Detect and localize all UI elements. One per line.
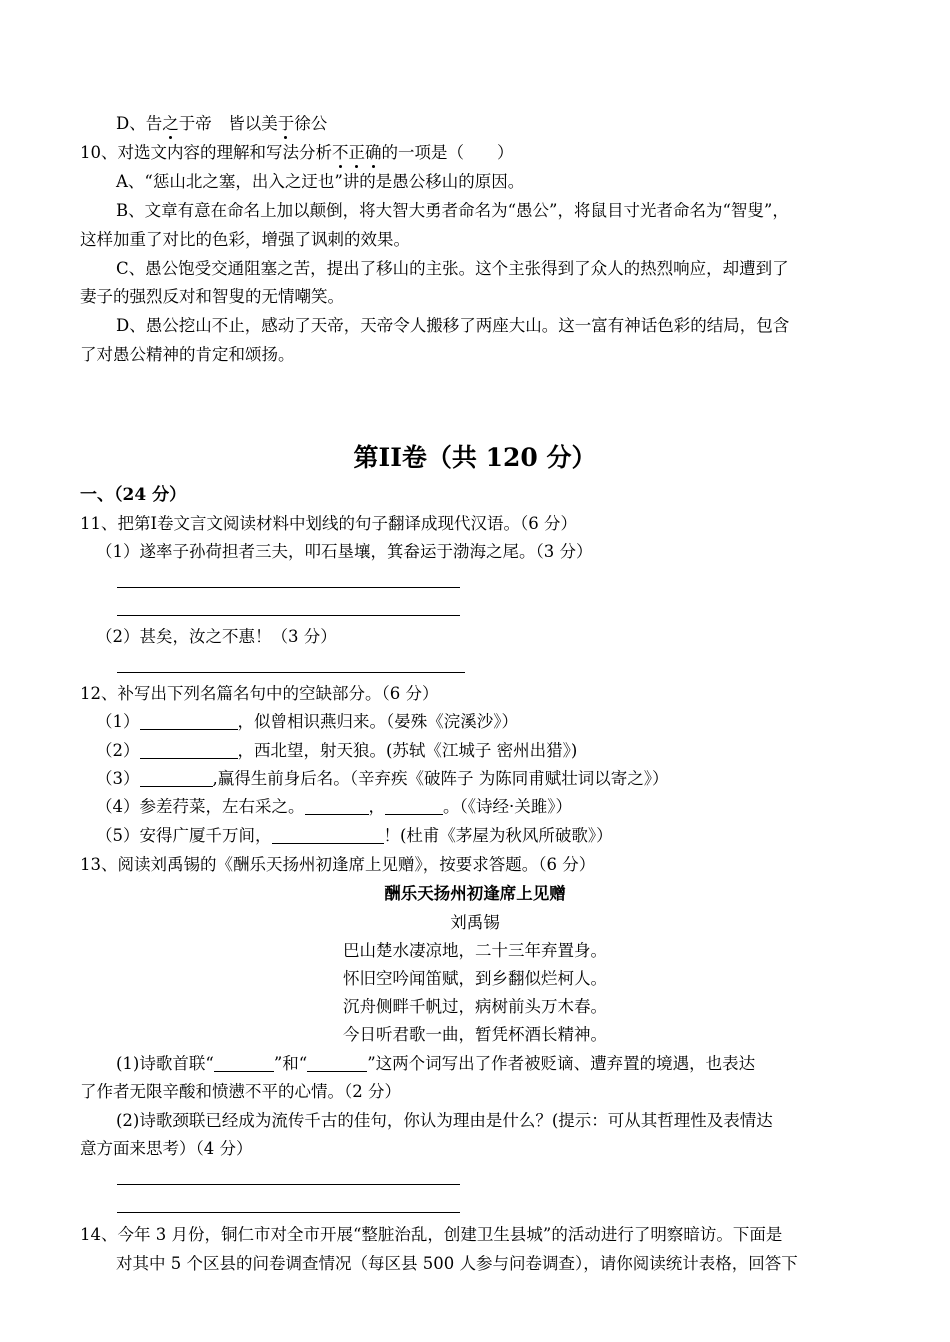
- q14-line1: 14、今年 3 月份，铜仁市对全市开展“整脏治乱，创建卫生县城”的活动进行了明察暗访。下面是: [80, 1225, 783, 1244]
- q11-part2: （2）甚矣，汝之不惠！（3 分）: [96, 627, 337, 646]
- q13-sub2-line2: 意方面来思考）（4 分）: [80, 1139, 253, 1158]
- emphasis-dot-char: 于: [277, 114, 295, 133]
- answer-line[interactable]: [117, 615, 460, 616]
- emphasis-dot-char: 确: [365, 143, 382, 162]
- q14-line2: 对其中 5 个区县的问卷调查情况（每区县 500 人参与问卷调查），请你阅读统计表格，回答下: [116, 1254, 798, 1273]
- q10-option-d-line1: D、愚公挖山不止，感动了天帝，天帝令人搬移了两座大山。这一富有神话色彩的结局，包含: [116, 316, 790, 335]
- emphasis-dot-char: 不: [332, 143, 349, 162]
- poem-title: 酬乐天扬州初逢席上见赠: [384, 884, 566, 903]
- poem-author: 刘禹锡: [450, 913, 500, 932]
- section-heading: 一、（24 分）: [80, 485, 187, 505]
- q13-stem: 13、阅读刘禹锡的《酬乐天扬州初逢席上见赠》，按要求答题。（6 分）: [80, 855, 596, 874]
- fill-blank[interactable]: [140, 740, 238, 759]
- answer-line[interactable]: [117, 1184, 460, 1185]
- fill-blank[interactable]: [214, 1053, 274, 1072]
- q11-stem: 11、把第I卷文言文阅读材料中划线的句子翻译成现代汉语。（6 分）: [80, 514, 578, 533]
- q10-option-b-line1: B、文章有意在命名上加以颠倒，将大智大勇者命名为“愚公”，将鼠目寸光者命名为“智叟”，: [116, 201, 789, 220]
- q11-part1: （1）遂率子孙荷担者三夫，叩石垦壤，箕畚运于渤海之尾。（3 分）: [96, 542, 593, 561]
- q12-stem: 12、补写出下列名篇名句中的空缺部分。（6 分）: [80, 684, 439, 703]
- fill-blank[interactable]: [307, 1053, 367, 1072]
- answer-line[interactable]: [117, 587, 460, 588]
- answer-line[interactable]: [117, 672, 465, 673]
- q13-sub2-line1: (2)诗歌颈联已经成为流传千古的佳句，你认为理由是什么？(提示：可从其哲理性及表情达: [116, 1111, 773, 1130]
- q12-item4: （4）参差荇菜，左右采之。 ， 。（《诗经·关雎》）: [96, 797, 572, 816]
- q10-option-c-line2: 妻子的强烈反对和智叟的无情嘲笑。: [80, 287, 344, 306]
- emphasis-dot-char: 之: [162, 114, 179, 133]
- q10-option-b-line2: 这样加重了对比的色彩，增强了讽刺的效果。: [80, 230, 410, 249]
- fill-blank[interactable]: [140, 711, 238, 730]
- poem-line: 沉舟侧畔千帆过，病树前头万木春。: [343, 997, 607, 1016]
- volume-title: 第II卷（共 120 分）: [353, 443, 597, 472]
- fill-blank[interactable]: [140, 768, 213, 787]
- q13-sub1-line1: (1)诗歌首联“ ”和“ ”这两个词写出了作者被贬谪、遭弃置的境遇，也表达: [116, 1054, 756, 1073]
- q12-item2: （2） ，西北望，射天狼。(苏轼《江城子 密州出猎》): [96, 741, 578, 760]
- q12-item1: （1） ，似曾相识燕归来。（晏殊《浣溪沙》）: [96, 712, 518, 731]
- answer-line[interactable]: [117, 1212, 460, 1213]
- poem-line: 今日听君歌一曲，暂凭杯酒长精神。: [343, 1025, 607, 1044]
- q13-sub1-line2: 了作者无限辛酸和愤懑不平的心情。（2 分）: [80, 1082, 401, 1101]
- fill-blank[interactable]: [272, 825, 384, 844]
- q9-option-d: D、告之于帝 皆以美于徐公: [116, 114, 328, 133]
- q10-stem: 10、对选文内容的理解和写法分析不正确的一项是（ ）: [80, 143, 514, 162]
- q12-item5: （5）安得广厦千万间， ！(杜甫《茅屋为秋风所破歌》）: [96, 826, 613, 845]
- fill-blank[interactable]: [305, 796, 369, 815]
- q12-item3: （3） ,赢得生前身后名。（辛弃疾《破阵子 为陈同甫赋壮词以寄之》）: [96, 769, 669, 788]
- q10-option-c-line1: C、愚公饱受交通阻塞之苦，提出了移山的主张。这个主张得到了众人的热烈响应，却遭到了: [116, 259, 789, 278]
- q10-option-d-line2: 了对愚公精神的肯定和颂扬。: [80, 345, 295, 364]
- poem-line: 怀旧空吟闻笛赋，到乡翻似烂柯人。: [343, 969, 607, 988]
- fill-blank[interactable]: [385, 796, 443, 815]
- q10-option-a: A、“惩山北之塞，出入之迂也”讲的是愚公移山的原因。: [116, 172, 525, 191]
- emphasis-dot-char: 正: [348, 143, 365, 162]
- poem-line: 巴山楚水凄凉地，二十三年弃置身。: [343, 941, 607, 960]
